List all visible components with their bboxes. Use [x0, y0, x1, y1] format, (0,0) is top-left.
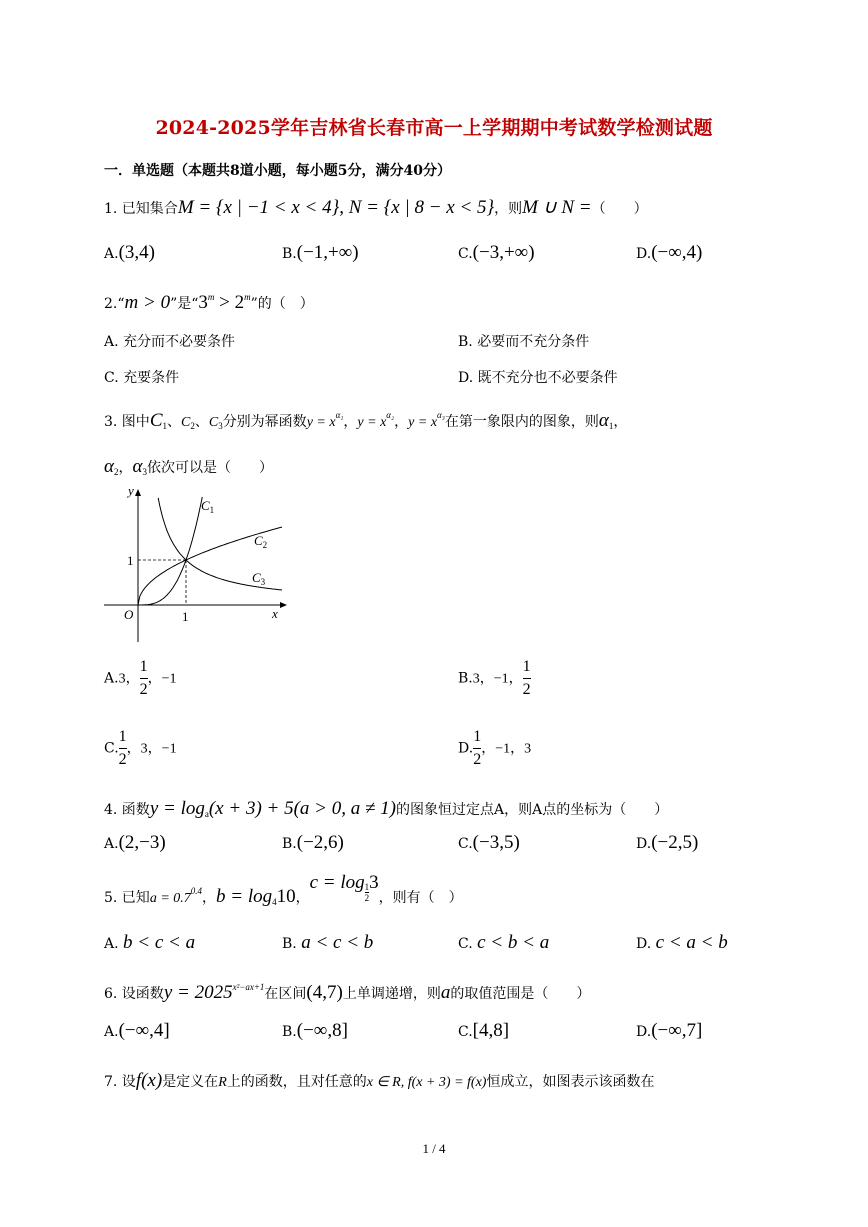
question-3-line2: $\alpha_2$，$\alpha_3$依次可以是（ ）: [104, 456, 273, 477]
tick-y-1: 1: [127, 553, 134, 568]
q6-option-a[interactable]: A.(−∞,4]: [104, 1020, 170, 1041]
x-axis-label: x: [272, 606, 278, 621]
q1-prefix: 1. 已知集合: [104, 201, 178, 217]
q1-union: M ∪ N =: [522, 197, 592, 218]
q1-paren: （ ）: [591, 201, 648, 217]
q2-option-a[interactable]: A. 充分而不必要条件: [104, 334, 236, 350]
c2-label: $C_2$: [254, 533, 268, 550]
y-axis-label: y: [128, 483, 134, 498]
q4-option-c[interactable]: C.(−3,5): [458, 832, 520, 853]
q3-option-a[interactable]: A.3， $\frac{1}{2}$ ，−1: [104, 656, 176, 701]
q4-option-a[interactable]: A.(2,−3): [104, 832, 166, 853]
question-7: 7. 设f(x)是定义在R上的函数，且对任意的x ∈ R, f(x + 3) = f(x)恒成立，如图表示该函数在: [104, 1070, 655, 1091]
question-5: 5. 已知$a = 0.7^{0.4}$，$b = \log_410$，c = log $\frac{1}{2}$ 3，则有（ ）: [104, 872, 463, 907]
q1-option-d[interactable]: D.(−∞,4): [636, 242, 703, 263]
q1-option-c[interactable]: C.(−3,+∞): [458, 242, 535, 263]
page-number: 1 / 4: [422, 1141, 446, 1156]
q1-sets: M = {x | −1 < x < 4}, N = {x | 8 − x < 5}: [177, 197, 495, 218]
q6-option-b[interactable]: B.(−∞,8]: [282, 1020, 348, 1041]
q1-option-a[interactable]: A.(3,4): [104, 242, 155, 263]
section-heading: 一．单选题（本题共8道小题，每小题5分，满分40分）: [104, 163, 451, 179]
q3-option-c[interactable]: C. $\frac{1}{2}$ ，3，−1: [104, 726, 177, 771]
q5-option-d[interactable]: D. c < a < b: [636, 932, 728, 953]
c1-label: $C_1$: [201, 498, 215, 515]
q4-option-d[interactable]: D.(−2,5): [636, 832, 699, 853]
q2-option-c[interactable]: C. 充要条件: [104, 370, 180, 386]
power-function-graph: [98, 482, 298, 642]
q3-option-d[interactable]: D. $\frac{1}{2}$ ，−1，3: [458, 726, 531, 771]
origin-label: O: [124, 607, 134, 622]
q2-option-b[interactable]: B. 必要而不充分条件: [458, 334, 590, 350]
q3-option-b[interactable]: B.3，−1， $\frac{1}{2}$: [458, 656, 531, 701]
question-4: 4. 函数$y = \log_a(x + 3) + 5(a > 0$, a ≠ 1)的图象恒过定点A，则A点的坐标为（ ）: [104, 798, 669, 819]
tick-x-1: 1: [182, 609, 189, 624]
q1-tail: ，则: [494, 201, 523, 217]
document-title: 2024-2025学年吉林省长春市高一上学期期中考试数学检测试题: [155, 117, 713, 139]
curve-c1: [138, 497, 202, 605]
question-2: 2.“m > 0”是“$3^m > 2^m$”的（ ）: [104, 292, 314, 313]
q6-option-d[interactable]: D.(−∞,7]: [636, 1020, 703, 1041]
q1-option-b[interactable]: B.(−1,+∞): [282, 242, 359, 263]
q6-option-c[interactable]: C.[4,8]: [458, 1020, 510, 1041]
question-6: 6. 设函数$y = 2025^{x^2-ax+1}$在区间(4,7)上单调递增，则a的取值范围是（ ）: [104, 982, 591, 1003]
c3-label: $C_3$: [252, 570, 266, 587]
q5-option-b[interactable]: B. a < c < b: [282, 932, 374, 953]
q2-option-d[interactable]: D. 既不充分也不必要条件: [458, 370, 618, 386]
q5-option-a[interactable]: A. b < c < a: [104, 932, 196, 953]
q5-option-c[interactable]: C. c < b < a: [458, 932, 550, 953]
q4-option-b[interactable]: B.(−2,6): [282, 832, 344, 853]
question-3: 3. 图中$C_1$、$C_2$、$C_3$分别为幂函数$y = x^{\alpha_1}$，$y = x^{\alpha_2}$，$y = x^{\alpha_3}$在第一象限内的图象，则$\alpha_1$，: [104, 410, 628, 431]
question-1: [104, 196, 648, 219]
